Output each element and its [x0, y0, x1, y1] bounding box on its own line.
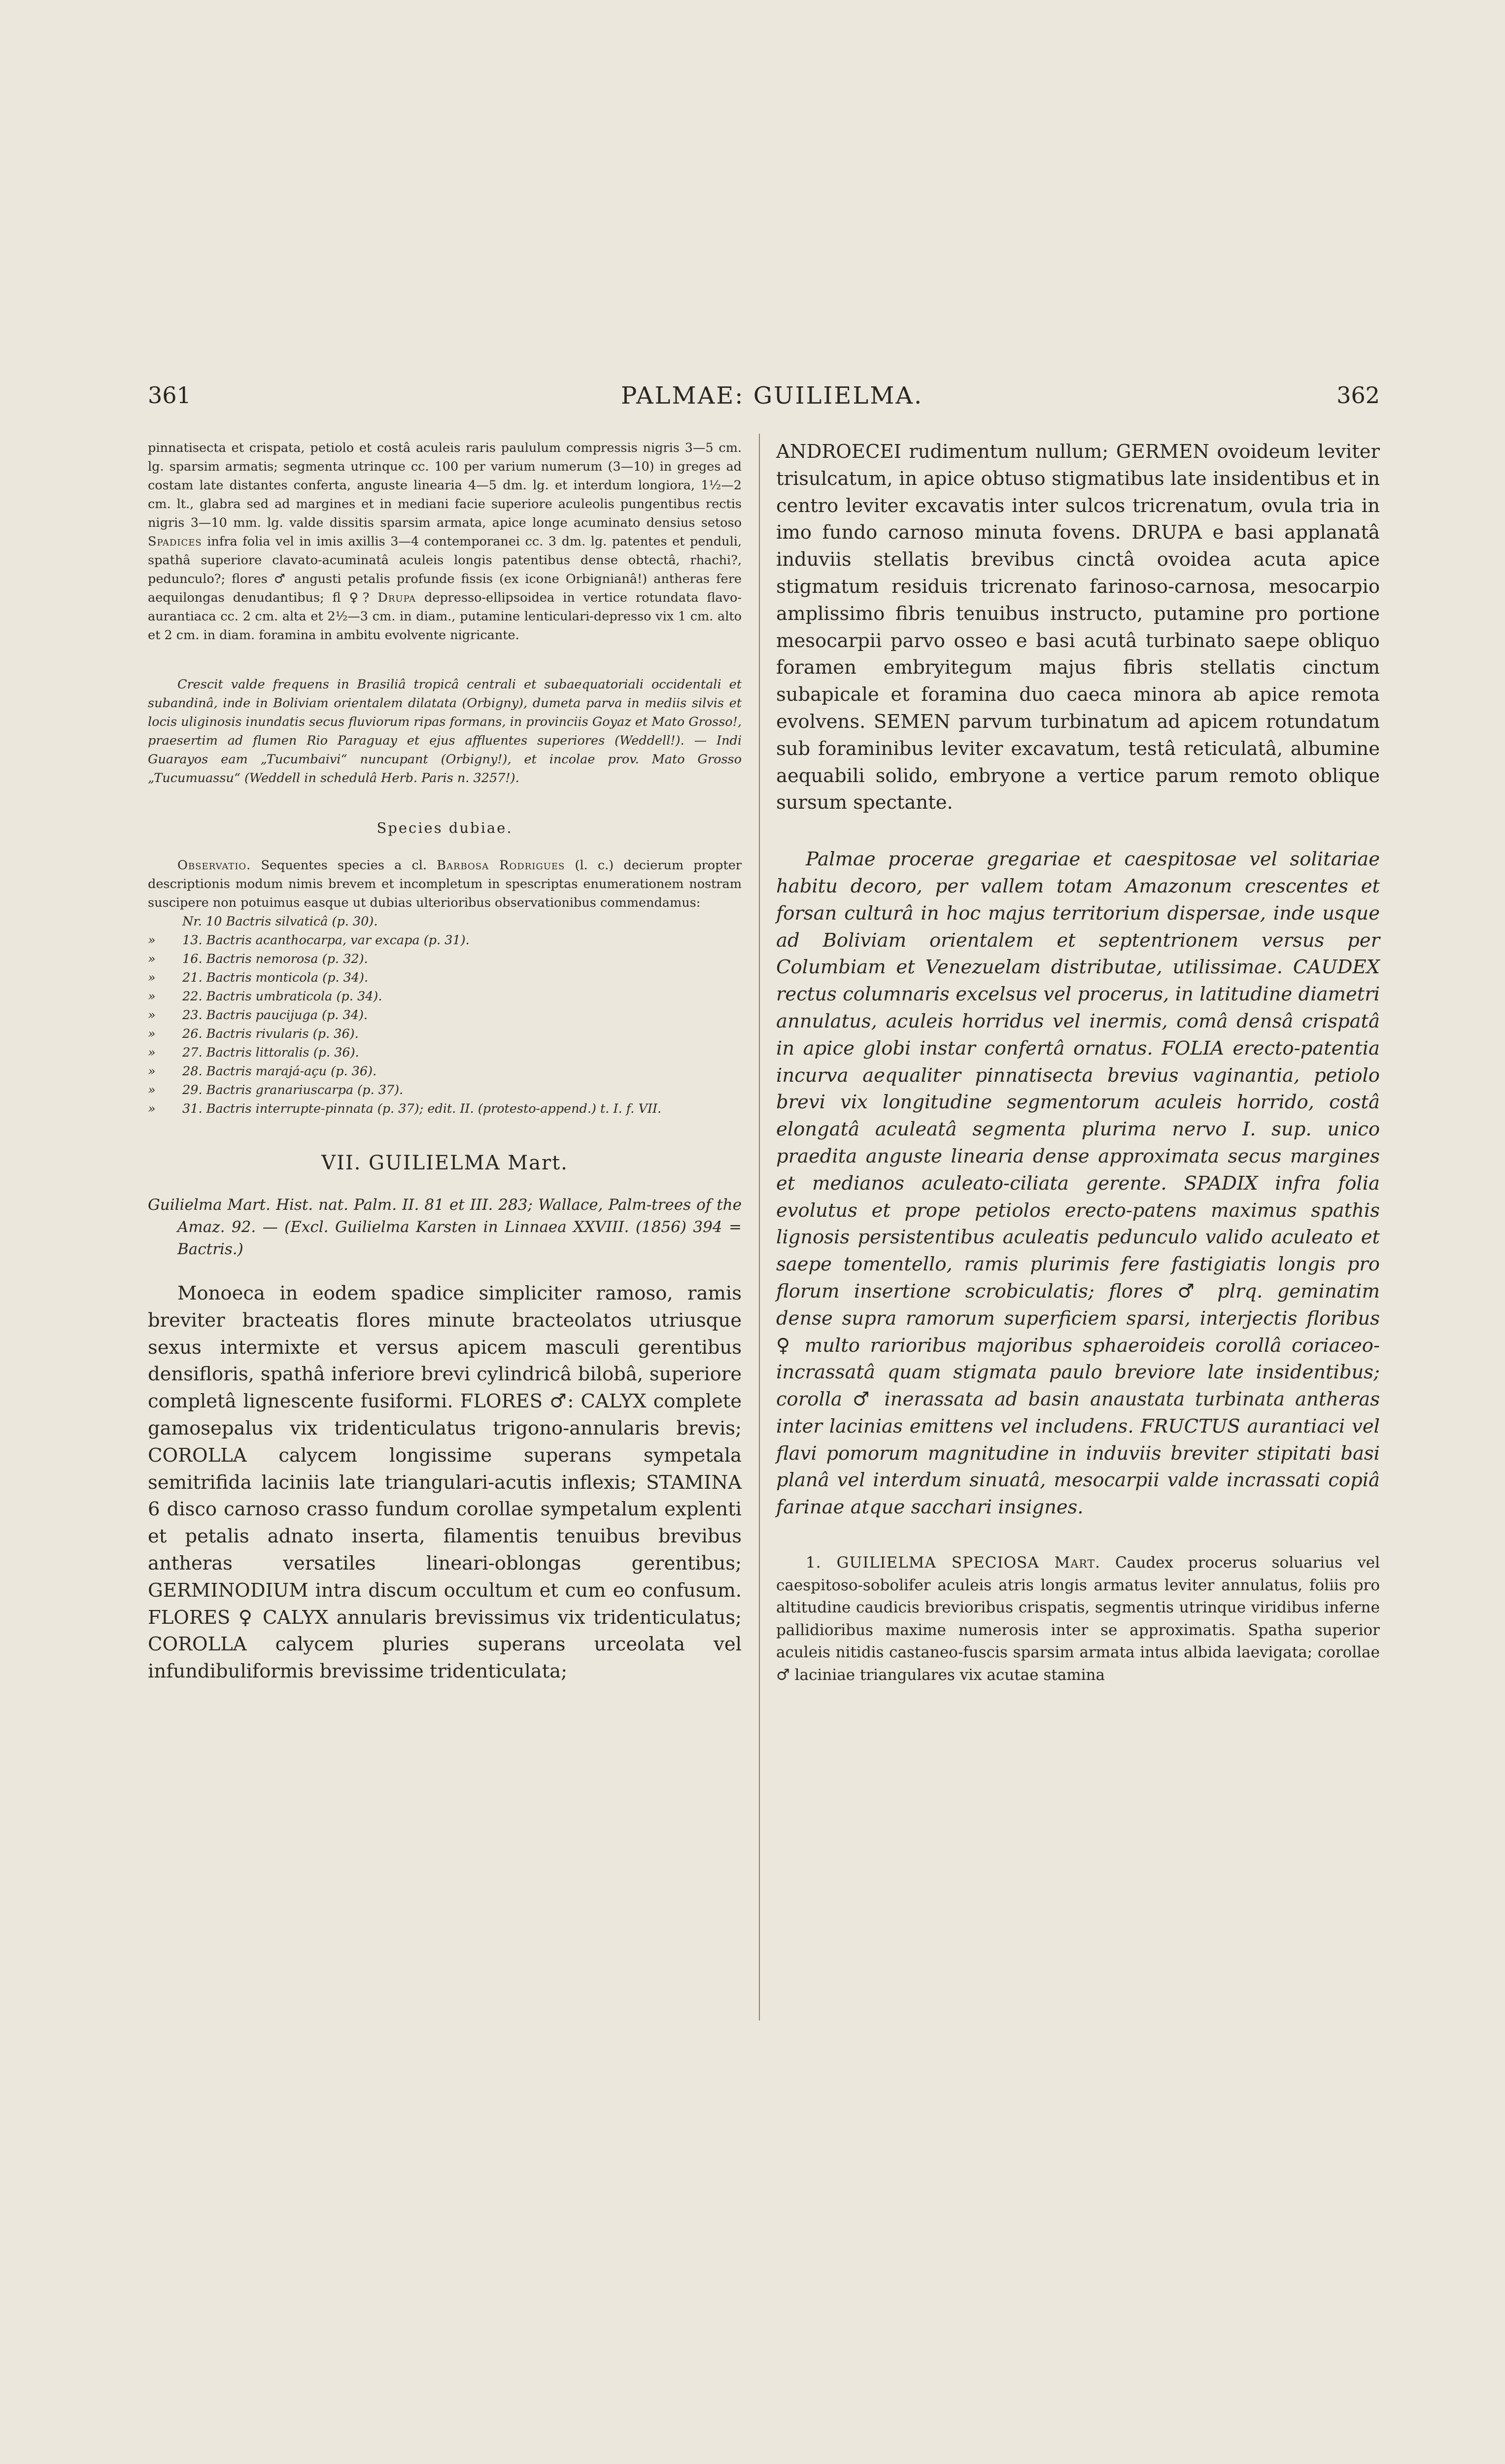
list-item-text: 16. Bactris nemorosa (p. 32).: [182, 952, 368, 966]
list-item: [148, 1006, 742, 1025]
list-item: [148, 931, 742, 950]
list-marker: »: [148, 1083, 156, 1097]
list-marker: »: [148, 1064, 156, 1079]
habit-paragraph: Palmae procerae gregariae et caespitosae vel solitariae habitu decoro, per vallem totam Amazonum crescentes et forsan culturâ in hoc majus territorium dispersae, inde usque ad Boliviam orientalem et septentrionem versus per Columbiam et Venezuelam distributae, utilissimae. CAUDEX rectus columnaris excelsus vel procerus, in latitudine diametri annulatus, aculeis horridus vel inermis, comâ densâ crispatâ in apice globi instar confertâ ornatus. FOLIA erecto-patentia incurva aequaliter pinnatisecta brevius vaginantia, petiolo brevi vix longitudine segmentorum aculeis horrido, costâ elongatâ aculeatâ segmenta plurima nervo I. sup. unico praedita anguste linearia dense approximata secus margines et medianos aculeato-ciliata gerente. SPADIX infra folia evolutus et prope petiolos erecto-patens maximus spathis lignosis persistentibus aculeatis pedunculo valido aculeato et saepe tomentello, ramis plurimis fere fastigiatis longis pro florum insertione scrobiculatis; flores ♂ plrq. geminatim dense supra ramorum superficiem sparsi, interjectis floribus ♀ multo rarioribus majoribus sphaeroideis corollâ coriaceo-incrassatâ quam stigmata paulo breviore late insidentibus; corolla ♂ inerassata ad basin anaustata turbinata antheras inter lacinias emittens vel includens. FRUCTUS aurantiaci vel flavi pomorum magnitudine in induviis breviter stipitati basi planâ vel interdum sinuatâ, mesocarpii valde incrassati copiâ farinae atque sacchari insignes.: [776, 848, 1380, 1519]
list-item-text: 21. Bactris monticola (p. 34).: [182, 970, 369, 985]
list-marker: »: [148, 1101, 156, 1116]
genus-title: VII. GUILIELMA Mart.: [321, 1152, 568, 1174]
list-item: [148, 987, 742, 1006]
dubious-species-list: [148, 912, 742, 1118]
list-item-text: 31. Bactris interrupte-pinnata (p. 37); edit. II. (protesto-append.) t. I. f. VII.: [182, 1101, 662, 1116]
list-marker: »: [148, 970, 156, 985]
species-description-continued: pinnatisecta et crispata, petiolo et costâ aculeis raris paululum compressis nigris 3—5 cm. lg. sparsim armatis; segmenta utrinque cc. 100 per varium numerum (3—10) in greges ad costam late distantes conferta, anguste linearia 4—5 dm. lg. et interdum longiora, 1½—2 cm. lt., glabra sed ad margines et in mediani facie superiore aculeolis pungentibus rectis nigris 3—10 mm. lg. valde dissitis sparsim armata, apice longe acuminato densius setoso Spadices infra folia vel in imis axillis 3—4 contemporanei cc. 3 dm. lg. patentes et penduli, spathâ superiore clavato-acuminatâ aculeis longis patentibus dense obtectâ, rhachi?, pedunculo?; flores ♂ angusti petalis profunde fissis (ex icone Orbignianâ!) antheras fere aequilongas denudantibus; fl ♀? Drupa depresso-ellipsoidea in vertice rotundata flavo-aurantiaca cc. 2 cm. alta et 2½—3 cm. in diam., putamine lenticulari-depresso vix 1 cm. alto et 2 cm. in diam. foramina in ambitu evolvente nigricante.: [148, 441, 742, 643]
section-title-species-dubiae: Species dubiae.: [376, 820, 513, 836]
page-number-right: 362: [1336, 382, 1380, 409]
list-item: [148, 968, 742, 987]
observation-paragraph: Observatio. Sequentes species a cl. Barbosa Rodrigues (l. c.) decierum propter descriptionis modum nimis brevem et incompletum in spescriptas enumerationem nostram suscipere non potuimus easque ut dubias ulterioribus observationibus commendamus:: [148, 858, 742, 910]
list-item: [148, 1043, 742, 1062]
running-title: PALMAE: GUILIELMA.: [621, 382, 924, 410]
list-marker: »: [148, 933, 156, 948]
genus-description: Monoeca in eodem spadice simpliciter ramoso, ramis breviter bracteatis flores minute bracteolatos utriusque sexus intermixte et versus apicem masculi gerentibus densifloris, spathâ inferiore brevi cylindricâ bilobâ, superiore completâ lignescente fusiformi. FLORES ♂: CALYX complete gamosepalus vix tridenticulatus trigono-annularis brevis; COROLLA calycem longissime superans sympetala semitrifida laciniis late triangulari-acutis inflexis; STAMINA 6 disco carnoso crasso fundum corollae sympetalum explenti et petalis adnato inserta, filamentis tenuibus brevibus antheras versatiles lineari-oblongas gerentibus; GERMINODIUM intra discum occultum et cum eo confusum. FLORES ♀ CALYX annularis brevissimus vix tridenticulatus; COROLLA calycem pluries superans urceolata vel infundibuliformis brevissime tridenticulata;: [148, 1282, 742, 1683]
list-item-text: Nr. 10 Bactris silvaticâ (p. 30).: [182, 914, 378, 929]
list-item-text: 23. Bactris paucijuga (p. 34).: [182, 1008, 368, 1023]
list-item-text: 27. Bactris littoralis (p. 36).: [182, 1045, 359, 1060]
right-column: [776, 439, 1380, 1686]
list-item: [148, 1099, 742, 1118]
list-item: [148, 1062, 742, 1081]
list-item-text: 22. Bactris umbraticola (p. 34).: [182, 989, 382, 1004]
list-item-text: 26. Bactris rivularis (p. 36).: [182, 1027, 359, 1041]
list-marker: »: [148, 1045, 156, 1060]
list-item-text: 28. Bactris marajá-açu (p. 36).: [182, 1064, 377, 1079]
list-marker: »: [148, 1027, 156, 1041]
left-column: [148, 439, 742, 1685]
list-item: [148, 1025, 742, 1043]
list-item: [148, 950, 742, 968]
list-item-text: 29. Bactris granariuscarpa (p. 37).: [182, 1083, 404, 1097]
page-number-left: 361: [148, 382, 191, 409]
list-marker: »: [148, 1008, 156, 1023]
distribution-paragraph: Crescit valde frequens in Brasiliâ tropicâ centrali et subaequatoriali occidentali et subandinâ, inde in Boliviam orientalem dilatata (Orbigny), dumeta parva in mediis silvis et locis uliginosis inundatis secus fluviorum ripas formans, in provinciis Goyaz et Mato Grosso!, praesertim ad flumen Rio Paraguay et ejus affluentes superiores (Weddell!). — Indi Guarayos eam „Tucumbaivi“ nuncupant (Orbigny!), et incolae prov. Mato Grosso „Tucumuassu“ (Weddell in schedulâ Herb. Paris n. 3257!).: [148, 677, 742, 786]
list-item-text: 13. Bactris acanthocarpa, var excapa (p. 31).: [182, 933, 470, 948]
list-marker: »: [148, 989, 156, 1004]
list-marker: »: [148, 952, 156, 966]
list-item: [148, 912, 742, 931]
genus-description-continued: ANDROECEI rudimentum nullum; GERMEN ovoideum leviter trisulcatum, in apice obtuso stigmatibus late insidentibus et in centro leviter excavatis inter sulcos tricrenatum, ovula tria in imo fundo carnoso minuta fovens. DRUPA e basi applanatâ induviis stellatis brevibus cinctâ ovoidea acuta apice stigmatum residuis tricrenato farinoso-carnosa, mesocarpio amplissimo fibris tenuibus instructo, putamine pro portione mesocarpii parvo osseo e basi acutâ turbinato saepe obliquo foramen embryitegum majus fibris stellatis cinctum subapicale et foramina duo caeca minora ab apice remota evolvens. SEMEN parvum turbinatum ad apicem rotundatum sub foraminibus leviter excavatum, testâ reticulatâ, albumine aequabili solido, embryone a vertice parum remoto oblique sursum spectante.: [776, 441, 1380, 814]
list-item: [148, 1081, 742, 1099]
species-paragraph: 1. GUILIELMA SPECIOSA Mart. Caudex procerus soluarius vel caespitoso-sobolifer aculeis atris longis armatus leviter annulatus, foliis pro altitudine caudicis brevioribus crispatis, segmentis utrinque viridibus inferne pallidioribus maxime numerosis inter se approximatis. Spatha superior aculeis nitidis castaneo-fuscis sparsim armata intus albida laevigata; corollae ♂ laciniae triangulares vix acutae stamina: [776, 1554, 1380, 1684]
genus-synonymy: Guilielma Mart. Hist. nat. Palm. II. 81 et III. 283; Wallace, Palm-trees of the Amaz. 92. — (Excl. Guilielma Karsten in Linnaea XXVIII. (1856) 394 = Bactris.): [148, 1196, 742, 1258]
page-header: [148, 382, 1380, 416]
column-divider: [759, 434, 760, 2020]
